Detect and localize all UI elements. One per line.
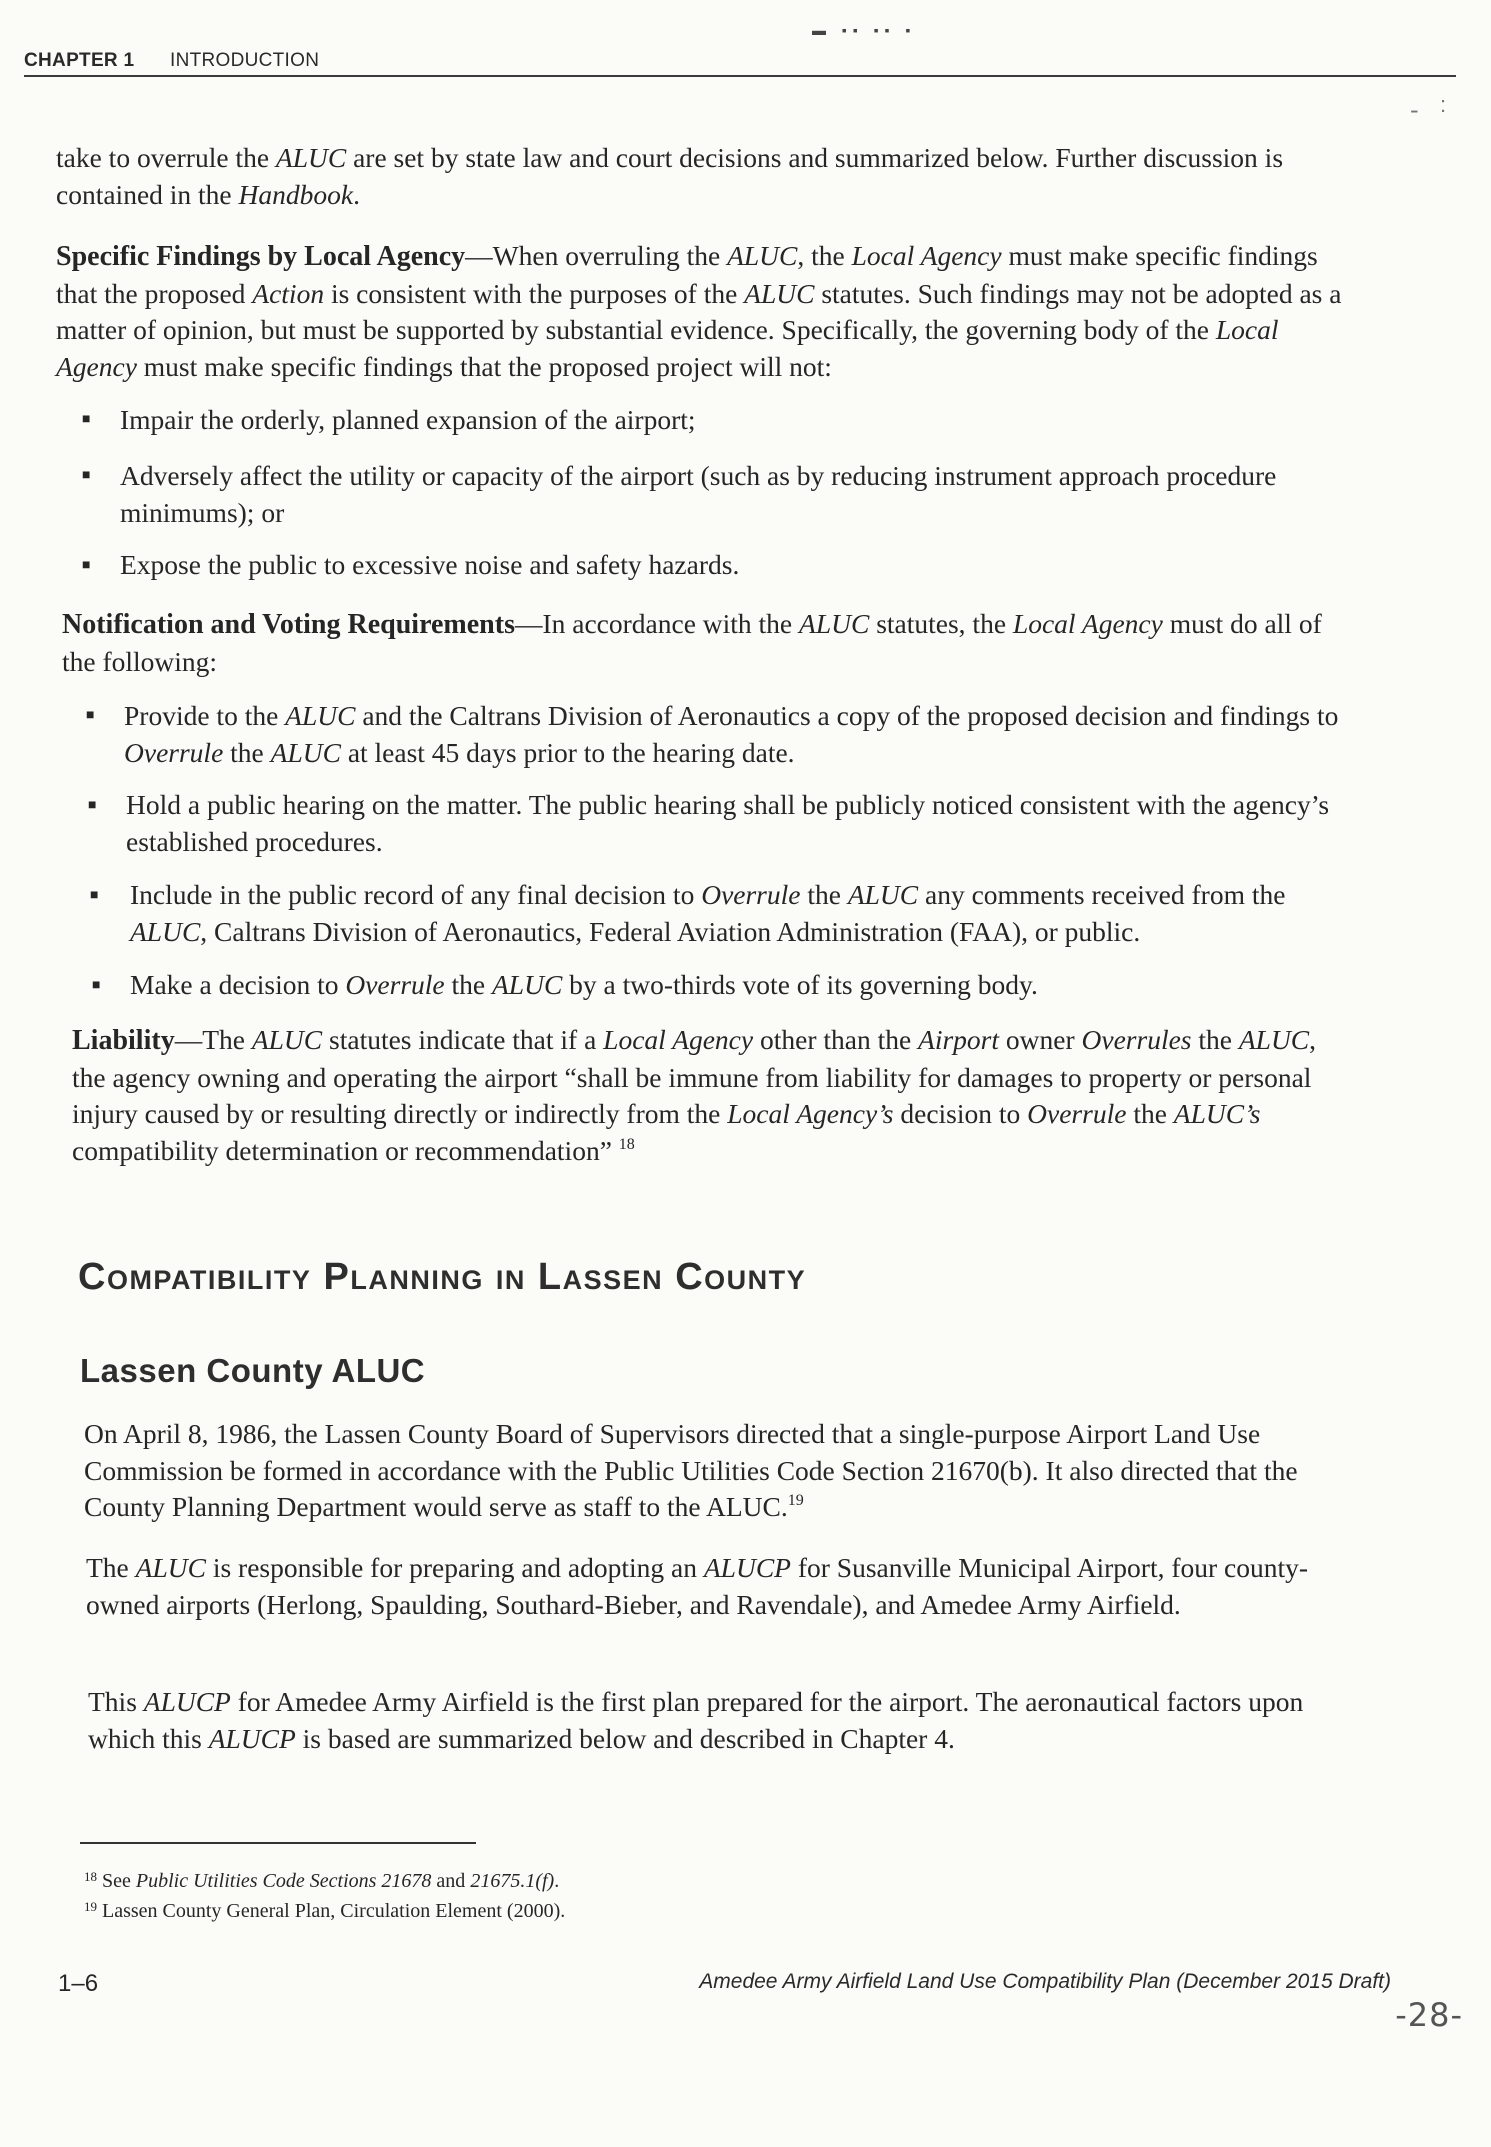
footer-title: Amedee Army Airfield Land Use Compatibility Plan (December 2015 Draft) — [699, 1970, 1391, 1993]
lassen-paragraph-2: The ALUC is responsible for preparing and adopting an ALUCP for Susanville Municipal Airport, four county-owned airports (Herlong, Spaulding, Southard-Bieber, and Ravendale), and Amedee Army Airfield. — [86, 1552, 1309, 1620]
bullet-icon: ■ — [82, 412, 91, 427]
bullet-icon: ■ — [82, 558, 91, 573]
section-title: Compatibility Planning in Lassen County — [78, 1256, 807, 1298]
page-number: 1–6 — [58, 1970, 99, 1997]
bullet-icon: ■ — [90, 888, 99, 903]
bullet-icon: ■ — [92, 978, 101, 993]
edge-mark: : — [1440, 92, 1447, 117]
scan-marks: ▬ ▪▪ ▪▪ ▪ — [812, 22, 917, 38]
footnote-19: $^{19}$ Lassen County General Plan, Circulation Element (2000). — [84, 1899, 566, 1922]
page-stamp: -28- — [1395, 1996, 1463, 2034]
footnote-ref-19: 19 — [787, 1492, 804, 1509]
intro-paragraph: take to overrule the ALUC are set by state law and court decisions and summarized below. Further discussion is contained in the Handbook. — [56, 142, 1284, 210]
liability-paragraph: Liability—The ALUC statutes indicate that if a Local Agency other than the Airport owner Overrules the ALUC, the agency owning and operating the airport “shall be immune from liability for damages to property or personal injury caused by or resulting directly or indirectly from the Local Agency’s decision to Overrule the ALUC’s compatibility determination or recommendation” $^{18}$ — [72, 1024, 1317, 1166]
footnote-ref-18: 18 — [618, 1135, 635, 1153]
section-label: INTRODUCTION — [169, 50, 320, 71]
footnote-18: $^{18}$ See Public Utilities Code Sections 21678 and 21675.1(f). — [84, 1869, 560, 1892]
footnote-rule — [80, 1842, 476, 1844]
notification-paragraph: Notification and Voting Requirements—In accordance with the ALUC statutes, the Local Agency must do all of the following: — [62, 608, 1322, 677]
document-page: ▬ ▪▪ ▪▪ ▪ CHAPTER 1 INTRODUCTION : - take to overrule the ALUC are set by state law and court decisions and summarized below. Further discussion is contained in the Handbook. Specific Findings by Local Agency—When overruling the ALUC, the Local Agency must make specific findings that the proposed Action is consistent with the purposes of the ALUC statutes. Such findings may not be adopted as a matter of opinion, but must be supported by substantial evidence. Specifically, the governing body of the Local Agency must make specific findings that the proposed project will not: ■ Impair the orderly, planned expansion of the airport; ■ Adversely affect the utility or capacity of the airport (such as by reducing instrument approach procedure minimums); or ■ Expose the public to excessive noise and safety hazards. Notification and Voting Requirements—In accordance with the ALUC statutes, the Local Agency must do all of the following: ■ Provide to the ALUC and the Caltrans Division of Aeronautics a copy of the proposed decision and findings to Overrule the ALUC at least 45 days prior to the hearing date. ■ Hold a public hearing on the matter. The public hearing shall be publicly noticed consistent with the agency’s established procedures. ■ Include in the public record of any final decision to Overrule the ALUC any comments received from the ALUC, Caltrans Division of Aeronautics, Federal Aviation Administration (FAA), or public. ■ Make a decision to Overrule the ALUC by a two-thirds vote of its governing body. Liability—The ALUC statutes indicate that if a Local Agency other than the Airport owner Overrules the ALUC, the agency owning and operating the airport “shall be immune from liability for damages to property or personal injury caused by or resulting directly or indirectly from the Local Agency’s decision to Overrule the ALUC’s compatibility determination or recommendation” $^{18}$ Compatibility Planning in Lassen County Lassen County ALUC On April 8, 1986, the Lassen County Board of Supervisors directed that a single-purpose Airport Land Use Commission be formed in accordance with the Public Utilities Code Section 21670(b). It also directed that the County Planning Department would serve as staff to the ALUC.$^{19}$ The ALUC is responsible for preparing and adopting an ALUCP for Susanville Municipal Airport, four county-owned airports (Herlong, Spaulding, Southard-Bieber, and Ravendale), and Amedee Army Airfield. This ALUCP for Amedee Army Airfield is the first plan prepared for the airport. The aeronautical factors upon which this ALUCP is based are summarized below and described in Chapter 4. $^{18}$ See Public Utilities Code Sections 21678 and 21675.1(f). $^{19}$ Lassen County General Plan, Circulation Element (2000). 1–6 Amedee Army Airfield Land Use Compatibility Plan (December 2015 Draft) -28- — [24, 22, 1463, 2034]
findings-paragraph: Specific Findings by Local Agency—When overruling the ALUC, the Local Agency must make specific findings that the proposed Action is consistent with the purposes of the ALUC statutes. Such findings may not be adopted as a matter of opinion, but must be supported by substantial evidence. Specifically, the governing body of the Local Agency must make specific findings that the proposed project will not: — [56, 240, 1342, 382]
side-dash: - — [1410, 96, 1419, 124]
bullet-icon: ■ — [82, 468, 91, 483]
header-rule — [24, 75, 1456, 77]
lassen-paragraph-1: On April 8, 1986, the Lassen County Board of Supervisors directed that a single-purpose Airport Land Use Commission be formed in accordance with the Public Utilities Code Section 21670(b). It also directed that the County Planning Department would serve as staff to the ALUC.$^{19}$ — [84, 1418, 1298, 1522]
notification-lead: Notification and Voting Requirements — [62, 609, 515, 640]
subsection-title: Lassen County ALUC — [80, 1352, 426, 1389]
bullet-icon: ■ — [88, 798, 97, 813]
running-header — [24, 50, 319, 72]
chapter-label: CHAPTER 1 — [24, 50, 135, 71]
liability-lead: Liability — [72, 1025, 175, 1056]
findings-lead: Specific Findings by Local Agency — [56, 241, 466, 272]
bullet-icon: ■ — [86, 708, 95, 723]
lassen-paragraph-3: This ALUCP for Amedee Army Airfield is the first plan prepared for the airport. The aeronautical factors upon which this ALUCP is based are summarized below and described in Chapter 4. — [88, 1686, 1304, 1754]
